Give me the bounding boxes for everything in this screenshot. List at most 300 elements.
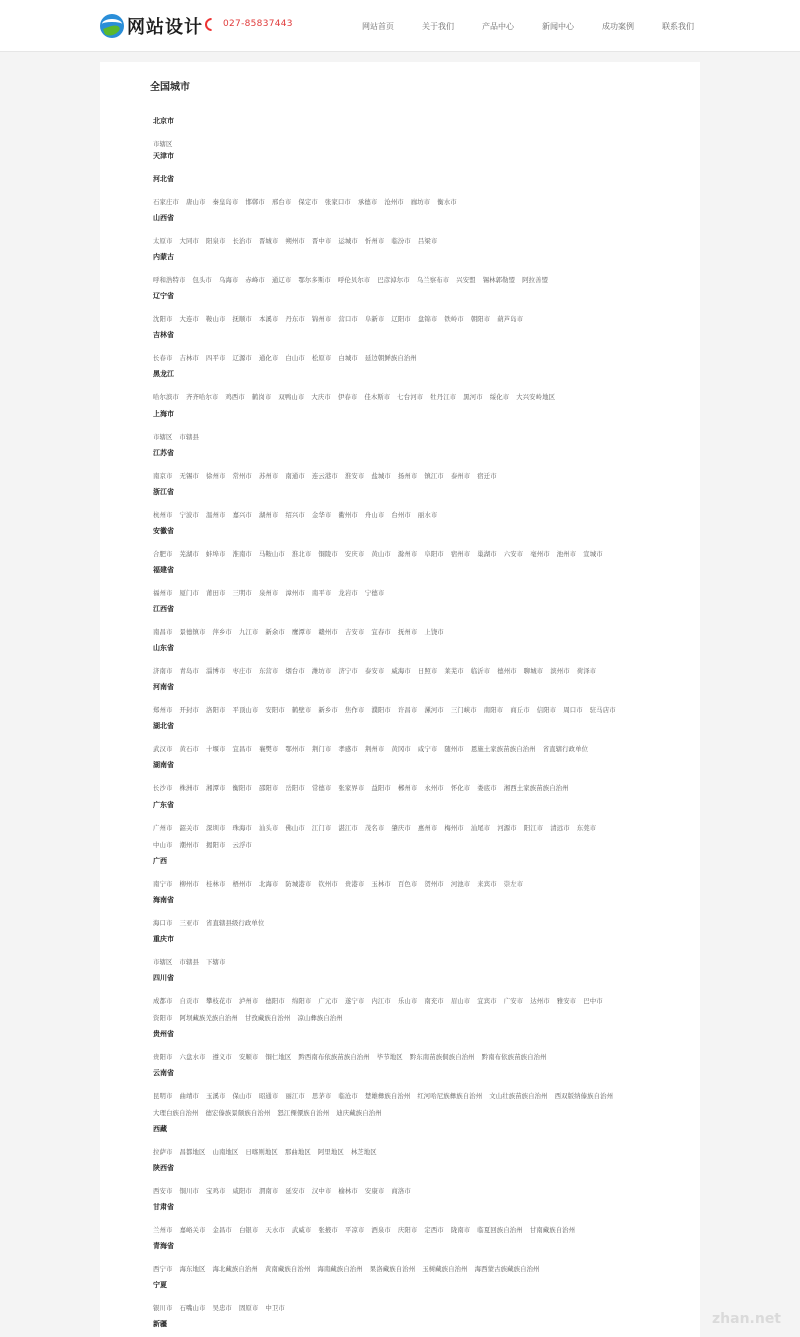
city-link[interactable]: 攀枝花市: [205, 997, 232, 1005]
city-link[interactable]: 铜仁地区: [265, 1053, 292, 1061]
city-link[interactable]: 玉树藏族自治州: [422, 1265, 468, 1273]
city-link[interactable]: 自贡市: [179, 997, 199, 1005]
city-link[interactable]: 嘉兴市: [232, 511, 252, 519]
city-link[interactable]: 海北藏族自治州: [212, 1265, 258, 1273]
city-link[interactable]: 临汾市: [391, 237, 411, 245]
city-link[interactable]: 邯郸市: [245, 198, 265, 206]
city-link[interactable]: 信阳市: [536, 706, 557, 714]
city-link[interactable]: 内江市: [371, 997, 391, 1005]
city-link[interactable]: 西双版纳傣族自治州: [554, 1092, 614, 1100]
city-link[interactable]: 黔南布依族苗族自治州: [481, 1053, 547, 1061]
city-link[interactable]: 来宾市: [477, 880, 497, 888]
city-link[interactable]: 廊坊市: [410, 198, 431, 206]
city-link[interactable]: 镇江市: [424, 472, 444, 480]
city-link[interactable]: 六盘水市: [179, 1053, 206, 1061]
city-link[interactable]: 梅州市: [444, 824, 464, 832]
city-link[interactable]: 铜川市: [179, 1187, 199, 1195]
city-link[interactable]: 鹤壁市: [291, 706, 312, 714]
city-link[interactable]: 三亚市: [179, 919, 199, 927]
city-link[interactable]: 遂宁市: [344, 997, 365, 1005]
city-link[interactable]: 泸州市: [238, 997, 259, 1005]
city-link[interactable]: 济南市: [153, 667, 173, 675]
city-link[interactable]: 嘉峪关市: [179, 1226, 206, 1234]
city-link[interactable]: 芜湖市: [179, 550, 199, 558]
city-link[interactable]: 北海市: [258, 880, 279, 888]
city-link[interactable]: 伊春市: [337, 393, 358, 401]
city-link[interactable]: 固原市: [238, 1304, 259, 1312]
city-link[interactable]: 韶关市: [179, 824, 199, 832]
city-link[interactable]: 哈尔滨市: [153, 393, 179, 401]
city-link[interactable]: 贵港市: [344, 880, 365, 888]
city-link[interactable]: 牡丹江市: [430, 393, 457, 401]
city-link[interactable]: 巴中市: [583, 997, 603, 1005]
city-link[interactable]: 蚌埠市: [205, 550, 226, 558]
city-link[interactable]: 福州市: [153, 589, 173, 597]
city-link[interactable]: 鄂州市: [285, 745, 305, 753]
city-link[interactable]: 白银市: [238, 1226, 259, 1234]
city-link[interactable]: 广安市: [503, 997, 524, 1005]
city-link[interactable]: 衡水市: [437, 198, 457, 206]
city-link[interactable]: 忻州市: [364, 237, 385, 245]
city-link[interactable]: 晋中市: [311, 237, 332, 245]
city-link[interactable]: 泰安市: [364, 667, 385, 675]
city-link[interactable]: 玉林市: [371, 880, 391, 888]
city-link[interactable]: 林芝地区: [350, 1148, 377, 1156]
city-link[interactable]: 邢台市: [271, 198, 292, 206]
city-link[interactable]: 衢州市: [338, 511, 358, 519]
city-link[interactable]: 阜新市: [364, 315, 385, 323]
city-link[interactable]: 长春市: [153, 354, 173, 362]
city-link[interactable]: 钦州市: [318, 880, 338, 888]
city-link[interactable]: 盐城市: [371, 472, 391, 480]
city-link[interactable]: 河池市: [450, 880, 471, 888]
city-link[interactable]: 中卫市: [265, 1304, 285, 1312]
city-link[interactable]: 吉林市: [179, 354, 199, 362]
city-link[interactable]: 通辽市: [271, 276, 292, 284]
city-link[interactable]: 渭南市: [258, 1187, 279, 1195]
city-link[interactable]: 马鞍山市: [258, 550, 285, 558]
city-link[interactable]: 辽源市: [232, 354, 252, 362]
city-link[interactable]: 黄石市: [179, 745, 199, 753]
city-link[interactable]: 平顶山市: [232, 706, 259, 714]
city-link[interactable]: 长治市: [232, 237, 252, 245]
city-link[interactable]: 兴安盟: [456, 276, 476, 284]
city-link[interactable]: 晋城市: [258, 237, 279, 245]
city-link[interactable]: 赤峰市: [245, 276, 265, 284]
city-link[interactable]: 南平市: [311, 589, 332, 597]
city-link[interactable]: 三门峡市: [450, 706, 477, 714]
city-link[interactable]: 东莞市: [576, 824, 597, 832]
city-link[interactable]: 太原市: [153, 237, 173, 245]
city-link[interactable]: 三明市: [232, 589, 252, 597]
city-link[interactable]: 滁州市: [397, 550, 418, 558]
city-link[interactable]: 市辖区: [153, 958, 173, 966]
city-link[interactable]: 郑州市: [153, 706, 173, 714]
city-link[interactable]: 承德市: [357, 198, 378, 206]
city-link[interactable]: 广州市: [153, 824, 173, 832]
city-link[interactable]: 百色市: [397, 880, 418, 888]
city-link[interactable]: 茂名市: [364, 824, 385, 832]
city-link[interactable]: 安康市: [364, 1187, 385, 1195]
city-link[interactable]: 通化市: [258, 354, 279, 362]
city-link[interactable]: 河源市: [497, 824, 517, 832]
city-link[interactable]: 泉州市: [258, 589, 279, 597]
city-link[interactable]: 池州市: [556, 550, 577, 558]
city-link[interactable]: 常州市: [232, 472, 252, 480]
city-link[interactable]: 榆林市: [338, 1187, 358, 1195]
city-link[interactable]: 酒泉市: [371, 1226, 391, 1234]
city-link[interactable]: 济宁市: [338, 667, 358, 675]
city-link[interactable]: 阿拉善盟: [522, 276, 549, 284]
city-link[interactable]: 新余市: [265, 628, 285, 636]
city-link[interactable]: 咸阳市: [232, 1187, 252, 1195]
city-link[interactable]: 临沂市: [470, 667, 491, 675]
city-link[interactable]: 丽水市: [417, 511, 438, 519]
city-link[interactable]: 西宁市: [153, 1265, 173, 1273]
city-link[interactable]: 保定市: [298, 198, 318, 206]
city-link[interactable]: 唐山市: [185, 198, 206, 206]
city-link[interactable]: 益阳市: [371, 784, 391, 792]
city-link[interactable]: 恩施土家族苗族自治州: [470, 745, 536, 753]
city-link[interactable]: 鄂尔多斯市: [298, 276, 331, 284]
city-link[interactable]: 娄底市: [477, 784, 497, 792]
city-link[interactable]: 德州市: [497, 667, 517, 675]
city-link[interactable]: 驻马店市: [589, 706, 616, 714]
city-link[interactable]: 抚顺市: [232, 315, 252, 323]
city-link[interactable]: 沈阳市: [153, 315, 173, 323]
city-link[interactable]: 泰州市: [450, 472, 471, 480]
city-link[interactable]: 徐州市: [205, 472, 226, 480]
city-link[interactable]: 成都市: [153, 997, 173, 1005]
city-link[interactable]: 洛阳市: [205, 706, 226, 714]
city-link[interactable]: 德阳市: [265, 997, 285, 1005]
city-link[interactable]: 肇庆市: [391, 824, 411, 832]
city-link[interactable]: 吉安市: [344, 628, 365, 636]
city-link[interactable]: 阳泉市: [205, 237, 226, 245]
city-link[interactable]: 淮安市: [344, 472, 365, 480]
city-link[interactable]: 抚州市: [397, 628, 418, 636]
city-link[interactable]: 南阳市: [483, 706, 504, 714]
city-link[interactable]: 昌都地区: [179, 1148, 206, 1156]
city-link[interactable]: 松原市: [311, 354, 332, 362]
city-link[interactable]: 张家口市: [324, 198, 351, 206]
city-link[interactable]: 焦作市: [344, 706, 365, 714]
city-link[interactable]: 赣州市: [318, 628, 338, 636]
city-link[interactable]: 吴忠市: [212, 1304, 232, 1312]
city-link[interactable]: 佳木斯市: [364, 393, 391, 401]
city-link[interactable]: 楚雄彝族自治州: [364, 1092, 411, 1100]
city-link[interactable]: 许昌市: [397, 706, 418, 714]
city-link[interactable]: 辽阳市: [391, 315, 411, 323]
city-link[interactable]: 常德市: [311, 784, 332, 792]
city-link[interactable]: 绥化市: [489, 393, 510, 401]
site-logo[interactable]: [100, 12, 203, 40]
city-link[interactable]: 凉山彝族自治州: [297, 1014, 343, 1022]
city-link[interactable]: 深圳市: [205, 824, 226, 832]
city-link[interactable]: 吕梁市: [417, 237, 438, 245]
city-link[interactable]: 淮南市: [232, 550, 252, 558]
city-link[interactable]: 开封市: [179, 706, 199, 714]
city-link[interactable]: 东营市: [258, 667, 279, 675]
city-link[interactable]: 湖州市: [258, 511, 279, 519]
city-link[interactable]: 潮州市: [179, 841, 199, 849]
nav-home[interactable]: 网站首页: [362, 22, 394, 31]
city-link[interactable]: 绍兴市: [285, 511, 305, 519]
city-link[interactable]: 白城市: [338, 354, 358, 362]
city-link[interactable]: 甘南藏族自治州: [529, 1226, 576, 1234]
city-link[interactable]: 宝鸡市: [205, 1187, 226, 1195]
city-link[interactable]: 锡林郭勒盟: [482, 276, 516, 284]
city-link[interactable]: 铁岭市: [444, 315, 464, 323]
city-link[interactable]: 思茅市: [311, 1092, 332, 1100]
city-link[interactable]: 省直辖行政单位: [542, 745, 589, 753]
city-link[interactable]: 荷泽市: [576, 667, 597, 675]
city-link[interactable]: 大理白族自治州: [153, 1109, 199, 1117]
city-link[interactable]: 鸡西市: [225, 393, 245, 401]
city-link[interactable]: 金昌市: [212, 1226, 232, 1234]
city-link[interactable]: 黔东南苗族侗族自治州: [409, 1053, 475, 1061]
city-link[interactable]: 铜陵市: [318, 550, 338, 558]
city-link[interactable]: 南充市: [424, 997, 444, 1005]
city-link[interactable]: 佛山市: [285, 824, 305, 832]
city-link[interactable]: 汕尾市: [470, 824, 491, 832]
city-link[interactable]: 白山市: [285, 354, 305, 362]
nav-about[interactable]: 关于我们: [422, 22, 454, 31]
city-link[interactable]: 杭州市: [153, 511, 173, 519]
city-link[interactable]: 西安市: [153, 1187, 173, 1195]
city-link[interactable]: 海口市: [153, 919, 173, 927]
city-link[interactable]: 海东地区: [179, 1265, 206, 1273]
city-link[interactable]: 揭阳市: [205, 841, 226, 849]
city-link[interactable]: 郴州市: [397, 784, 418, 792]
city-link[interactable]: 乌海市: [218, 276, 239, 284]
city-link[interactable]: 眉山市: [450, 997, 471, 1005]
city-link[interactable]: 黄山市: [371, 550, 391, 558]
city-link[interactable]: 日照市: [417, 667, 438, 675]
city-link[interactable]: 商丘市: [510, 706, 530, 714]
city-link[interactable]: 宿州市: [450, 550, 471, 558]
city-link[interactable]: 六安市: [503, 550, 524, 558]
city-link[interactable]: 绵阳市: [291, 997, 312, 1005]
city-link[interactable]: 柳州市: [179, 880, 199, 888]
city-link[interactable]: 商洛市: [391, 1187, 411, 1195]
city-link[interactable]: 遵义市: [212, 1053, 232, 1061]
city-link[interactable]: 山南地区: [212, 1148, 239, 1156]
city-link[interactable]: 湛江市: [338, 824, 358, 832]
city-link[interactable]: 贵阳市: [153, 1053, 173, 1061]
city-link[interactable]: 荆门市: [311, 745, 332, 753]
city-link[interactable]: 黔西南布依族苗族自治州: [298, 1053, 370, 1061]
city-link[interactable]: 景德镇市: [179, 628, 206, 636]
city-link[interactable]: 大兴安岭地区: [516, 393, 556, 401]
city-link[interactable]: 十堰市: [205, 745, 226, 753]
city-link[interactable]: 海南藏族自治州: [317, 1265, 363, 1273]
city-link[interactable]: 毕节地区: [376, 1053, 403, 1061]
city-link[interactable]: 宜春市: [371, 628, 391, 636]
city-link[interactable]: 上饶市: [424, 628, 444, 636]
city-link[interactable]: 丽江市: [285, 1092, 305, 1100]
city-link[interactable]: 荆州市: [364, 745, 385, 753]
city-link[interactable]: 省直辖县级行政单位: [205, 919, 265, 927]
city-link[interactable]: 临夏回族自治州: [477, 1226, 523, 1234]
city-link[interactable]: 武汉市: [153, 745, 173, 753]
city-link[interactable]: 珠海市: [232, 824, 252, 832]
city-link[interactable]: 本溪市: [258, 315, 279, 323]
city-link[interactable]: 烟台市: [285, 667, 305, 675]
city-link[interactable]: 扬州市: [397, 472, 418, 480]
city-link[interactable]: 延边朝鲜族自治州: [364, 354, 417, 362]
city-link[interactable]: 迪庆藏族自治州: [336, 1109, 382, 1117]
city-link[interactable]: 莆田市: [205, 589, 226, 597]
city-link[interactable]: 日喀则地区: [245, 1148, 278, 1156]
city-link[interactable]: 阿坝藏族羌族自治州: [179, 1014, 238, 1022]
city-link[interactable]: 枣庄市: [232, 667, 252, 675]
city-link[interactable]: 雅安市: [556, 997, 577, 1005]
city-link[interactable]: 青岛市: [179, 667, 199, 675]
city-link[interactable]: 武威市: [291, 1226, 312, 1234]
city-link[interactable]: 滨州市: [550, 667, 570, 675]
city-link[interactable]: 永州市: [424, 784, 444, 792]
city-link[interactable]: 宜昌市: [232, 745, 252, 753]
city-link[interactable]: 丹东市: [285, 315, 305, 323]
city-link[interactable]: 湘西土家族苗族自治州: [503, 784, 569, 792]
city-link[interactable]: 葫芦岛市: [497, 315, 524, 323]
city-link[interactable]: 果洛藏族自治州: [369, 1265, 416, 1273]
city-link[interactable]: 无锡市: [179, 472, 199, 480]
city-link[interactable]: 岳阳市: [285, 784, 305, 792]
city-link[interactable]: 石家庄市: [153, 198, 179, 206]
city-link[interactable]: 安阳市: [265, 706, 285, 714]
city-link[interactable]: 拉萨市: [153, 1148, 173, 1156]
city-link[interactable]: 阿里地区: [317, 1148, 344, 1156]
city-link[interactable]: 莱芜市: [444, 667, 464, 675]
city-link[interactable]: 新乡市: [318, 706, 338, 714]
city-link[interactable]: 舟山市: [364, 511, 385, 519]
city-link[interactable]: 株洲市: [179, 784, 199, 792]
city-link[interactable]: 龙岩市: [338, 589, 358, 597]
city-link[interactable]: 市辖区: [153, 140, 173, 148]
nav-news[interactable]: 新闻中心: [542, 22, 574, 31]
city-link[interactable]: 贺州市: [424, 880, 444, 888]
city-link[interactable]: 达州市: [530, 997, 550, 1005]
city-link[interactable]: 阜阳市: [424, 550, 444, 558]
city-link[interactable]: 定西市: [424, 1226, 444, 1234]
city-link[interactable]: 海西蒙古族藏族自治州: [474, 1265, 540, 1273]
city-link[interactable]: 包头市: [192, 276, 212, 284]
city-link[interactable]: 连云港市: [311, 472, 338, 480]
city-link[interactable]: 安庆市: [344, 550, 365, 558]
city-link[interactable]: 淮北市: [291, 550, 312, 558]
city-link[interactable]: 威海市: [391, 667, 411, 675]
city-link[interactable]: 黑河市: [463, 393, 483, 401]
city-link[interactable]: 文山壮族苗族自治州: [489, 1092, 548, 1100]
city-link[interactable]: 漳州市: [285, 589, 305, 597]
city-link[interactable]: 市辖县: [179, 433, 199, 441]
city-link[interactable]: 衡阳市: [232, 784, 252, 792]
city-link[interactable]: 红河哈尼族彝族自治州: [417, 1092, 483, 1100]
city-link[interactable]: 汕头市: [258, 824, 279, 832]
city-link[interactable]: 惠州市: [417, 824, 438, 832]
city-link[interactable]: 淄博市: [205, 667, 226, 675]
city-link[interactable]: 保山市: [232, 1092, 252, 1100]
city-link[interactable]: 齐齐哈尔市: [185, 393, 219, 401]
city-link[interactable]: 桂林市: [205, 880, 226, 888]
city-link[interactable]: 亳州市: [530, 550, 550, 558]
city-link[interactable]: 周口市: [563, 706, 583, 714]
city-link[interactable]: 怀化市: [450, 784, 471, 792]
city-link[interactable]: 大连市: [179, 315, 199, 323]
city-link[interactable]: 平凉市: [344, 1226, 365, 1234]
city-link[interactable]: 苏州市: [258, 472, 279, 480]
city-link[interactable]: 呼和浩特市: [153, 276, 186, 284]
city-link[interactable]: 曲靖市: [179, 1092, 199, 1100]
city-link[interactable]: 秦皇岛市: [212, 198, 239, 206]
city-link[interactable]: 邵阳市: [258, 784, 279, 792]
city-link[interactable]: 厦门市: [179, 589, 199, 597]
city-link[interactable]: 温州市: [205, 511, 226, 519]
city-link[interactable]: 昆明市: [153, 1092, 173, 1100]
city-link[interactable]: 崇左市: [503, 880, 524, 888]
city-link[interactable]: 萍乡市: [212, 628, 232, 636]
city-link[interactable]: 南京市: [153, 472, 173, 480]
city-link[interactable]: 黄南藏族自治州: [264, 1265, 311, 1273]
city-link[interactable]: 甘孜藏族自治州: [244, 1014, 291, 1022]
city-link[interactable]: 沧州市: [384, 198, 404, 206]
city-link[interactable]: 大同市: [179, 237, 199, 245]
city-link[interactable]: 张家界市: [338, 784, 365, 792]
city-link[interactable]: 鞍山市: [205, 315, 226, 323]
city-link[interactable]: 金华市: [311, 511, 332, 519]
city-link[interactable]: 庆阳市: [397, 1226, 418, 1234]
city-link[interactable]: 防城港市: [285, 880, 312, 888]
city-link[interactable]: 乌兰察布市: [416, 276, 450, 284]
city-link[interactable]: 潍坊市: [311, 667, 332, 675]
city-link[interactable]: 怒江傈僳族自治州: [277, 1109, 330, 1117]
city-link[interactable]: 随州市: [444, 745, 464, 753]
city-link[interactable]: 聊城市: [523, 667, 544, 675]
city-link[interactable]: 七台河市: [397, 393, 424, 401]
city-link[interactable]: 银川市: [153, 1304, 173, 1312]
city-link[interactable]: 濮阳市: [371, 706, 391, 714]
city-link[interactable]: 玉溪市: [205, 1092, 226, 1100]
city-link[interactable]: 云浮市: [232, 841, 252, 849]
city-link[interactable]: 鹰潭市: [291, 628, 312, 636]
city-link[interactable]: 兰州市: [153, 1226, 173, 1234]
city-link[interactable]: 安顺市: [238, 1053, 259, 1061]
city-link[interactable]: 宣城市: [583, 550, 603, 558]
nav-contact[interactable]: 联系我们: [662, 22, 694, 31]
city-link[interactable]: 营口市: [338, 315, 358, 323]
city-link[interactable]: 湘潭市: [205, 784, 226, 792]
city-link[interactable]: 广元市: [318, 997, 338, 1005]
city-link[interactable]: 天水市: [265, 1226, 285, 1234]
city-link[interactable]: 巢湖市: [477, 550, 497, 558]
city-link[interactable]: 延安市: [285, 1187, 305, 1195]
city-link[interactable]: 梧州市: [232, 880, 252, 888]
city-link[interactable]: 九江市: [238, 628, 259, 636]
city-link[interactable]: 巴彦淖尔市: [377, 276, 410, 284]
city-link[interactable]: 资阳市: [153, 1014, 173, 1022]
city-link[interactable]: 市辖区: [153, 433, 173, 441]
city-link[interactable]: 咸宁市: [417, 745, 438, 753]
city-link[interactable]: 锦州市: [311, 315, 332, 323]
city-link[interactable]: 大庆市: [311, 393, 331, 401]
city-link[interactable]: 南宁市: [153, 880, 173, 888]
city-link[interactable]: 宁波市: [179, 511, 199, 519]
city-link[interactable]: 呼伦贝尔市: [337, 276, 371, 284]
city-link[interactable]: 市辖县: [179, 958, 199, 966]
city-link[interactable]: 双鸭山市: [278, 393, 305, 401]
